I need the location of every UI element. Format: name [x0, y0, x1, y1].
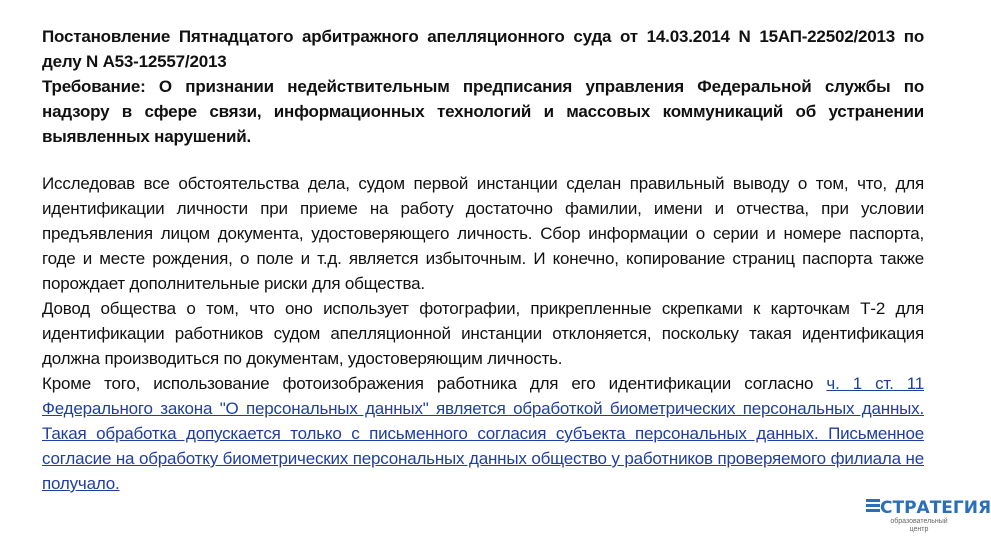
- logo-bars-icon: [866, 499, 880, 517]
- paragraph-findings: Исследовав все обстоятельства дела, судом первой инстанции сделан правильный выводу о том, что, для идентификации личности при приеме на работу достаточно фамилии, имени и отчества, при условии предъявления лицом документа, удостоверяющего личность. Сбор информации о серии и номере паспорта, годе и месте рождения, о поле и т.д. является избыточным. И конечно, копирование страниц паспорта также порождает дополнительные риски для общества.: [42, 174, 924, 293]
- logo-tagline: образовательный центр: [890, 518, 948, 533]
- paragraph-biometrics-text: Кроме того, использование фотоизображения работника для его идентификации согласно: [42, 374, 827, 393]
- document-title: Постановление Пятнадцатого арбитражного апелляционного суда от 14.03.2014 N 15АП-22502/2013 по делу N А53-12557/2013: [42, 27, 924, 71]
- logo-wordmark: СТРАТЕГИЯ: [880, 498, 991, 518]
- paragraph-biometrics: [42, 371, 924, 496]
- document-requirement: Требование: О признании недействительным предписания управления Федеральной службы по надзору в сфере связи, информационных технологий и массовых коммуникаций об устранении выявленных нарушений.: [42, 77, 924, 146]
- document-body: [42, 24, 924, 496]
- law-reference-link[interactable]: ч. 1 ст. 11 Федерального закона "О персональных данных" является обработкой биометрических персональных данных. Такая обработка допускается только с письменного согласия субъекта персональных данных. Письменное согласие на обработку биометрических персональных данных общество у работников проверяемого филиала не получало.: [42, 374, 924, 493]
- paragraph-argument: Довод общества о том, что оно использует фотографии, прикрепленные скрепками к карточкам Т-2 для идентификации работников судом апелляционной инстанции отклоняется, поскольку такая идентификация должна производиться по документам, удостоверяющим личность.: [42, 299, 924, 368]
- strategy-logo: [866, 496, 991, 536]
- paragraph-gap: [42, 149, 924, 171]
